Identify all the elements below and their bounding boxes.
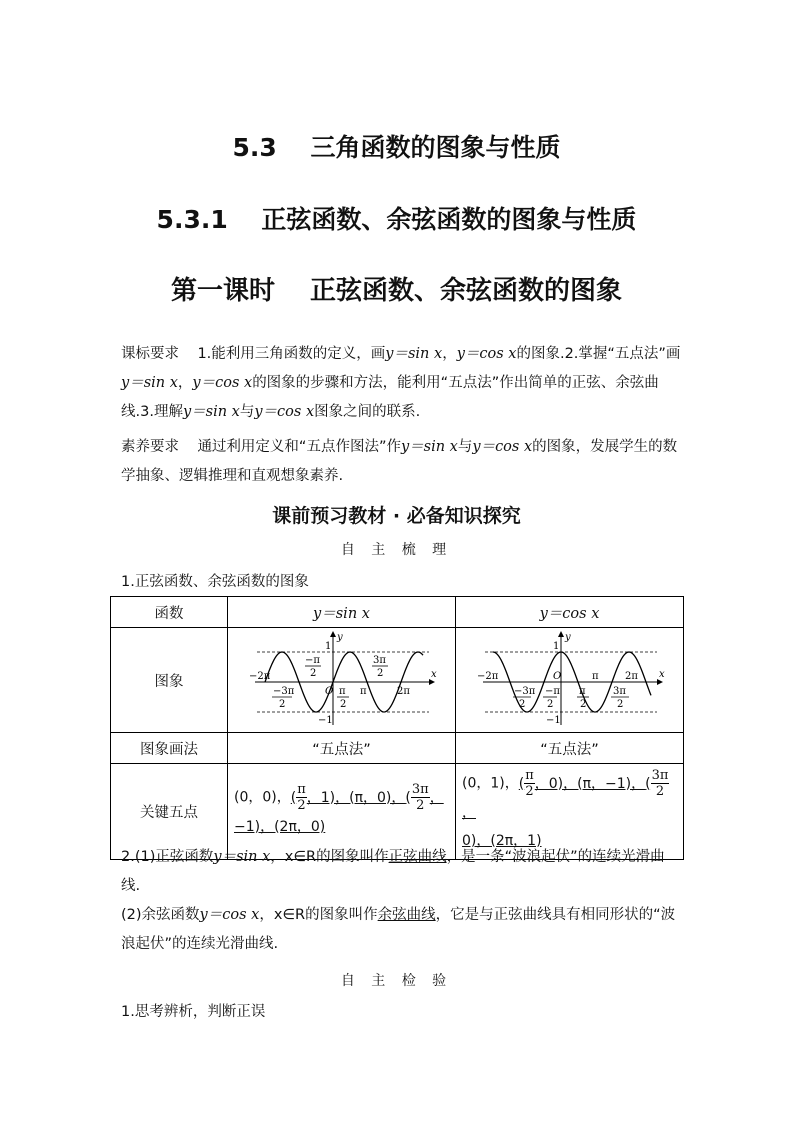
tick-1: 1 [324, 641, 331, 652]
tick-neg-3pi-half-den: 2 [278, 699, 285, 710]
y-axis-arrow-icon [558, 631, 564, 637]
tick-3pi-half-den: 2 [616, 699, 623, 710]
definition-sine: 2.(1)正弦函数y＝sin x，x∈R的图象叫作正弦曲线，是一条“波浪起伏”的连续光滑曲线. [121, 849, 665, 894]
tick-pi-half-den: 2 [579, 699, 586, 710]
table-row [111, 628, 684, 733]
tick-pi-half-num: π [338, 686, 346, 697]
origin-label: O [324, 686, 333, 697]
cosine-curve-graph [475, 629, 665, 727]
y-label: y [564, 632, 571, 643]
tick-neg-pi-half-den: 2 [546, 699, 553, 710]
tick-neg-2pi: −2π [476, 671, 498, 682]
cos-key-points: (0，1)，( $\frac{\pi}{2}$ ，0)，(π，−1)，( $\frac{3\pi}{2}$ ， 0)，(2π，1) [456, 764, 684, 860]
tick-3pi-half-num: 3π [612, 686, 626, 697]
lesson-title: 第一课时 正弦函数、余弦函数的图象 [170, 276, 623, 306]
subsection-title: 5.3.1 正弦函数、余弦函数的图象与性质 [156, 205, 637, 234]
tick-neg-3pi-half-den: 2 [518, 699, 525, 710]
curriculum-requirements: 课标要求 1.能利用三角函数的定义，画y＝sin x，y＝cos x的图象.2.掌握“五点法”画y＝sin x，y＝cos x的图象的步骤和方法，能利用“五点法”作出简单的正弦、余弦曲线.3.理解y＝sin x与y＝cos x图象之间的联系. [121, 346, 681, 420]
tick-2pi: 2π [624, 671, 638, 682]
y-label: y [336, 632, 343, 643]
table-title: 1.正弦函数、余弦函数的图象 [121, 574, 309, 590]
header-sin: y＝sin x [228, 597, 456, 628]
label-key-points: 关键五点 [111, 764, 228, 860]
tick-pi-half-den: 2 [339, 699, 346, 710]
table-row [111, 733, 684, 764]
tick-pi-half-num: π [578, 686, 586, 697]
header-function: 函数 [111, 597, 228, 628]
tick-neg-pi-half-num: −π [544, 686, 560, 697]
section-heading: 课前预习教材 · 必备知识探究 [272, 505, 521, 527]
tick-pi: π [359, 686, 367, 697]
tick-neg-pi-half-den: 2 [309, 668, 316, 679]
tick-pi: π [591, 671, 599, 682]
table-row [111, 597, 684, 628]
sin-key-points: (0，0)，( $\frac{\pi}{2}$ ，1)，(π，0)，( $\frac{3\pi}{2}$ ， −1)，(2π，0) [228, 764, 456, 860]
sine-curve-graph [247, 629, 437, 727]
sin-graph-cell [228, 628, 456, 733]
tick-neg-3pi-half-num: −3π [513, 686, 535, 697]
x-label: x [430, 669, 437, 680]
x-label: x [658, 669, 665, 680]
exercise-heading: 1.思考辨析，判断正误 [121, 1004, 266, 1020]
y-axis-arrow-icon [330, 631, 336, 637]
tick-1: 1 [552, 641, 559, 652]
subheading-self-check: 自 主 检 验 [340, 973, 453, 989]
function-graph-table [110, 596, 684, 860]
tick-neg-pi-half-num: −π [304, 655, 320, 666]
tick-3pi-half-den: 2 [376, 668, 383, 679]
cos-graph-cell [456, 628, 684, 733]
tick-2pi: 2π [396, 686, 410, 697]
tick-neg-1: −1 [317, 715, 333, 726]
definitions [121, 843, 681, 959]
tick-3pi-half-num: 3π [372, 655, 386, 666]
subheading-self-review: 自 主 梳 理 [340, 542, 453, 558]
label-method: 图象画法 [111, 733, 228, 764]
literacy-requirements: 素养要求 通过利用定义和“五点作图法”作y＝sin x与y＝cos x的图象，发展学生的数学抽象、逻辑推理和直观想象素养. [121, 439, 678, 484]
label-graph: 图象 [111, 628, 228, 733]
section-title: 5.3 三角函数的图象与性质 [232, 133, 561, 162]
tick-neg-3pi-half-num: −3π [272, 686, 294, 697]
method-cos: “五点法” [456, 733, 684, 764]
definition-cosine: (2)余弦函数y＝cos x，x∈R的图象叫作余弦曲线，它是与正弦曲线具有相同形状的“波浪起伏”的连续光滑曲线. [121, 907, 676, 952]
tick-neg-1: −1 [545, 715, 561, 726]
origin-label: O [552, 671, 561, 682]
tick-neg-2pi: −2π [248, 671, 270, 682]
method-sin: “五点法” [228, 733, 456, 764]
header-cos: y＝cos x [456, 597, 684, 628]
